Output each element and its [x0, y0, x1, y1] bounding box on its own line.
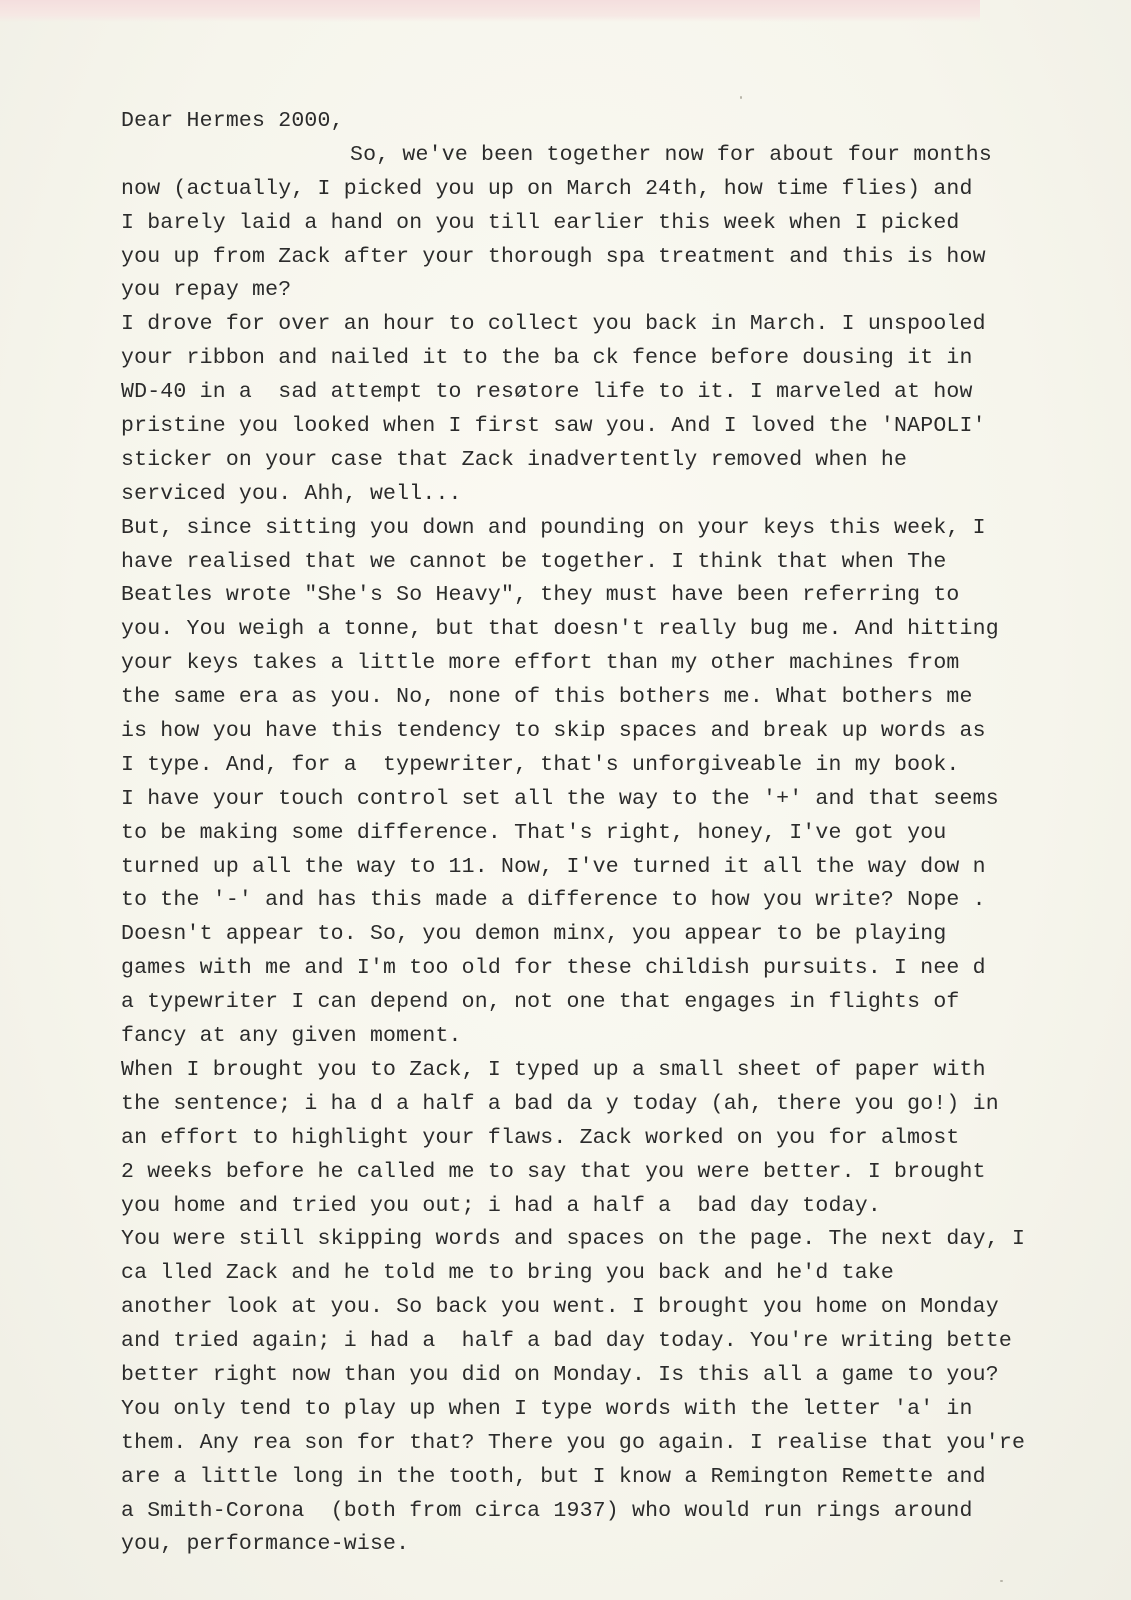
letter-line: So, we've been together now for about four months	[350, 142, 993, 167]
letter-line: sticker on your case that Zack inadvertently removed when he	[121, 447, 908, 472]
letter-line: ca lled Zack and he told me to bring you back and he'd take	[121, 1261, 895, 1286]
letter-line: turned up all the way to 11. Now, I've turned it all the way dow n	[121, 854, 986, 879]
letter-line: When I brought you to Zack, I typed up a small sheet of paper with	[121, 1057, 986, 1082]
paper-speck	[740, 96, 742, 99]
letter-line: the sentence; i ha d a half a bad da y today (ah, there you go!) in	[121, 1091, 999, 1116]
letter-line: another look at you. So back you went. I brought you home on Monday	[121, 1295, 999, 1320]
letter-line: your keys takes a little more effort than my other machines from	[121, 651, 960, 676]
letter-line: better right now than you did on Monday. Is this all a game to you?	[121, 1362, 999, 1387]
letter-line: Doesn't appear to. So, you demon minx, you appear to be playing	[121, 922, 947, 947]
letter-line: is how you have this tendency to skip spaces and break up words as	[121, 719, 986, 744]
letter-line: Beatles wrote "She's So Heavy", they must have been referring to	[121, 583, 960, 608]
letter-line: I drove for over an hour to collect you back in March. I unspooled	[121, 312, 986, 337]
letter-line: You were still skipping words and spaces on the page. The next day, I	[121, 1227, 1026, 1252]
letter-line: WD-40 in a sad attempt to resøtore life to it. I marveled at how	[121, 380, 973, 405]
letter-line: now (actually, I picked you up on March 24th, how time flies) and	[121, 176, 973, 201]
letter-line: fancy at any given moment.	[121, 1024, 462, 1049]
letter-line: serviced you. Ahh, well...	[121, 481, 462, 506]
letter-line: I type. And, for a typewriter, that's unforgiveable in my book.	[121, 752, 960, 777]
letter-line: games with me and I'm too old for these childish pursuits. I nee d	[121, 956, 986, 981]
letter-line: are a little long in the tooth, but I know a Remington Remette and	[121, 1464, 986, 1489]
letter-line: you. You weigh a tonne, but that doesn't really bug me. And hitting	[121, 617, 999, 642]
letter-line: to be making some difference. That's right, honey, I've got you	[121, 820, 947, 845]
letter-line: pristine you looked when I first saw you. And I loved the 'NAPOLI'	[121, 414, 986, 439]
letter-line: you home and tried you out; i had a half a bad day today.	[121, 1193, 881, 1218]
letter-line: the same era as you. No, none of this bothers me. What bothers me	[121, 685, 973, 710]
letter-line: your ribbon and nailed it to the ba ck fence before dousing it in	[121, 346, 973, 371]
letter-line: But, since sitting you down and pounding on your keys this week, I	[121, 515, 986, 540]
salutation: Dear Hermes 2000,	[121, 109, 344, 133]
letter-line: a typewriter I can depend on, not one that engages in flights of	[121, 990, 960, 1015]
letter-line: you, performance-wise.	[121, 1532, 410, 1557]
letter-line: an effort to highlight your flaws. Zack worked on you for almost	[121, 1125, 960, 1150]
letter-line: you up from Zack after your thorough spa treatment and this is how	[121, 244, 986, 269]
letter-line: you repay me?	[121, 278, 292, 303]
letter-line: to the '-' and has this made a difference to how you write? Nope .	[121, 888, 986, 913]
typed-letter	[121, 105, 1081, 1562]
letter-line: I barely laid a hand on you till earlier this week when I picked	[121, 210, 960, 235]
letter-line: I have your touch control set all the way to the '+' and that seems	[121, 786, 999, 811]
letter-line: them. Any rea son for that? There you go again. I realise that you're	[121, 1430, 1026, 1455]
letter-line: have realised that we cannot be together. I think that when The	[121, 549, 947, 574]
letter-line: 2 weeks before he called me to say that you were better. I brought	[121, 1159, 986, 1184]
letter-line: and tried again; i had a half a bad day today. You're writing bette	[121, 1329, 1012, 1354]
paper-top-edge	[0, 0, 980, 22]
paper-speck	[1000, 1580, 1003, 1582]
letter-line: a Smith-Corona (both from circa 1937) who would run rings around	[121, 1498, 973, 1523]
letter-line: You only tend to play up when I type words with the letter 'a' in	[121, 1396, 973, 1421]
